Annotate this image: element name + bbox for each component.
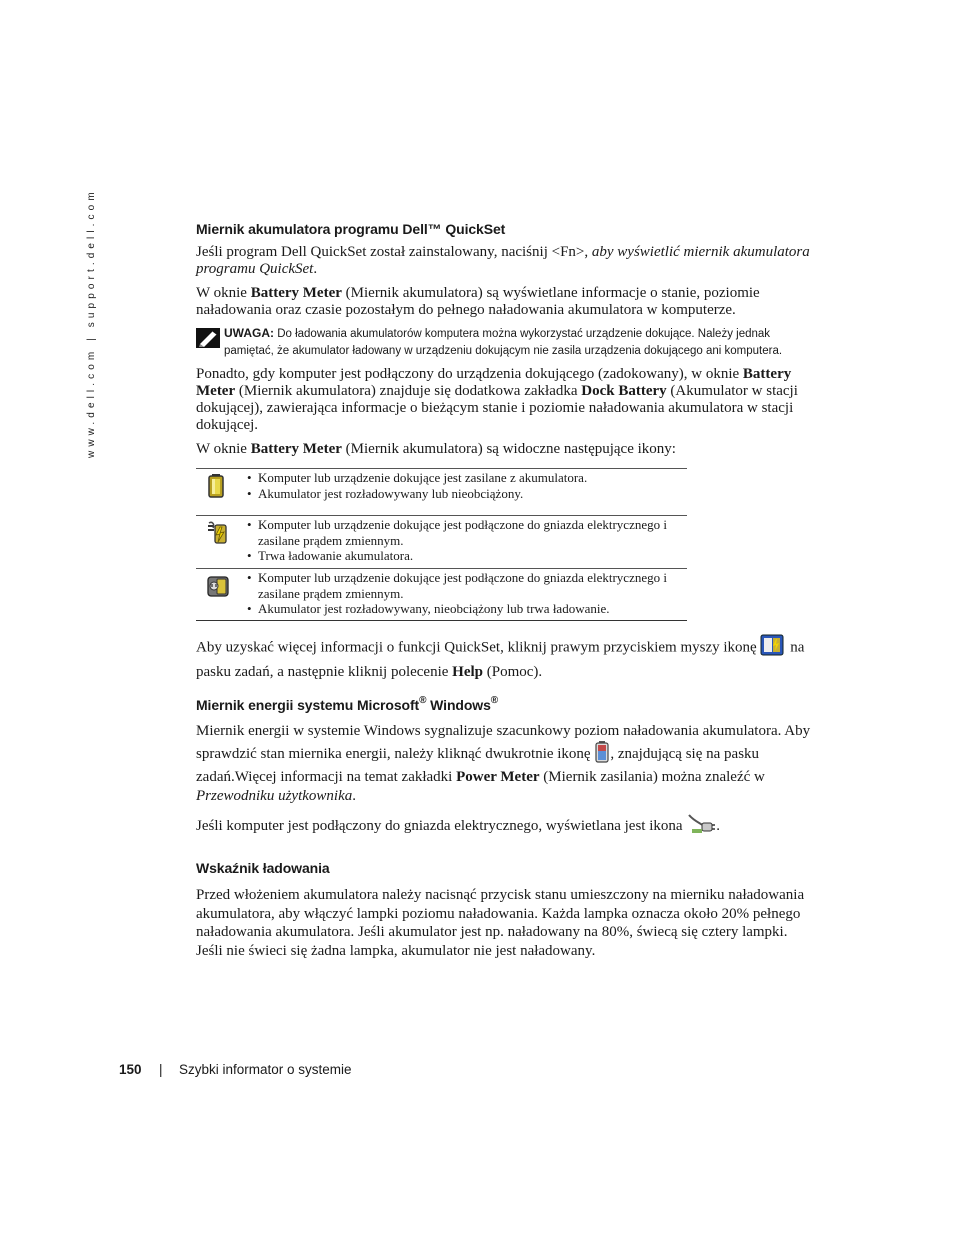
section-heading-charge-gauge: Wskaźnik ładowania: [196, 860, 330, 876]
ac-charging-icon: [206, 520, 232, 546]
list-item: • Akumulator jest rozładowywany, nieobciążony lub trwa ładowanie.: [244, 601, 687, 617]
note-box: [196, 325, 816, 360]
footer-title: Szybki informator o systemie: [179, 1062, 352, 1077]
list-item: • Trwa ładowanie akumulatora.: [244, 548, 687, 564]
list-item: • Komputer lub urządzenie dokujące jest podłączone do gniazda elektrycznego i zasilane prądem zmiennym.: [244, 517, 687, 548]
paragraph: W oknie Battery Meter (Miernik akumulatora) są wyświetlane informacje o stanie, poziomie naładowania oraz czasie pozostałym do pełnego naładowania akumulatora w komputerze.: [196, 285, 760, 318]
page-number: 150: [119, 1062, 142, 1077]
quickset-taskbar-icon: [760, 633, 786, 663]
note-pencil-icon: [196, 328, 220, 348]
list-item: • Komputer lub urządzenie dokujące jest podłączone do gniazda elektrycznego i zasilane prądem zmiennym.: [244, 570, 687, 601]
section-heading-windows-power-meter: Miernik energii systemu Microsoft® Windows®: [196, 695, 499, 713]
battery-icons-table: [196, 468, 687, 621]
power-meter-battery-icon: [594, 741, 610, 769]
footer-separator: |: [159, 1062, 163, 1077]
note-label: UWAGA:: [224, 326, 274, 340]
paragraph: Przed włożeniem akumulatora należy nacisnąć przycisk stanu umieszczony na mierniku naładowania akumulatora, aby włączyć lampki poziomu naładowania. Każda lampka oznacza około 20% pełnego naładowania akumulatora. Jeśli akumulator jest np. naładowany na 80%, świecą się cztery lampki. Jeśli nie świeci się żadna lampka, akumulator nie jest naładowany.: [196, 887, 805, 959]
ac-power-plug-icon: [686, 811, 716, 842]
table-row: [196, 569, 687, 621]
section-heading-quickset: Miernik akumulatora programu Dell™ QuickSet: [196, 221, 506, 237]
ac-plug-battery-icon: [206, 573, 232, 599]
side-url: www.dell.com | support.dell.com: [86, 188, 97, 458]
paragraph: Jeśli komputer jest podłączony do gniazda elektrycznego, wyświetlana jest ikona .: [196, 811, 816, 842]
paragraph: Jeśli program Dell QuickSet został zainstalowany, naciśnij <Fn>, aby wyświetlić miernik akumulatora programu QuickSet.: [196, 244, 810, 277]
paragraph: W oknie Battery Meter (Miernik akumulatora) są widoczne następujące ikony:: [196, 441, 676, 457]
battery-icon: [206, 473, 226, 499]
note-text: Do ładowania akumulatorów komputera można wykorzystać urządzenie dokujące. Należy jednak pamiętać, że akumulator ładowany w urządzeniu dokującym nie zasila urządzenia dokującego ani komputera.: [224, 328, 783, 357]
table-row: [196, 469, 687, 516]
page-footer: [119, 1062, 352, 1077]
paragraph: Miernik energii w systemie Windows sygnalizuje szacunkowy poziom naładowania akumulatora. Aby sprawdzić stan miernika energii, należy kliknąć dwukrotnie ikonę , znajdującą się na pasku zadań.Więcej informacji na temat zakładki Power Meter (Miernik zasilania) można znaleźć w Przewodniku użytkownika.: [196, 723, 811, 804]
page-content: [196, 219, 816, 960]
list-item: • Akumulator jest rozładowywany lub nieobciążony.: [244, 486, 687, 502]
paragraph: Ponadto, gdy komputer jest podłączony do urządzenia dokującego (zadokowany), w oknie Battery Meter (Miernik akumulatora) znajduje się dodatkowa zakładka Dock Battery (Akumulator w stacji dokującej), zawierająca informacje o bieżącym stanie i poziomie naładowania akumulatora w stacji dokującej.: [196, 366, 798, 433]
table-row: [196, 516, 687, 569]
paragraph: Aby uzyskać więcej informacji o funkcji QuickSet, kliknij prawym przyciskiem myszy ikonę na pasku zadań, a następnie kliknij polecenie Help (Pomoc).: [196, 633, 816, 682]
list-item: • Komputer lub urządzenie dokujące jest zasilane z akumulatora.: [244, 470, 687, 486]
